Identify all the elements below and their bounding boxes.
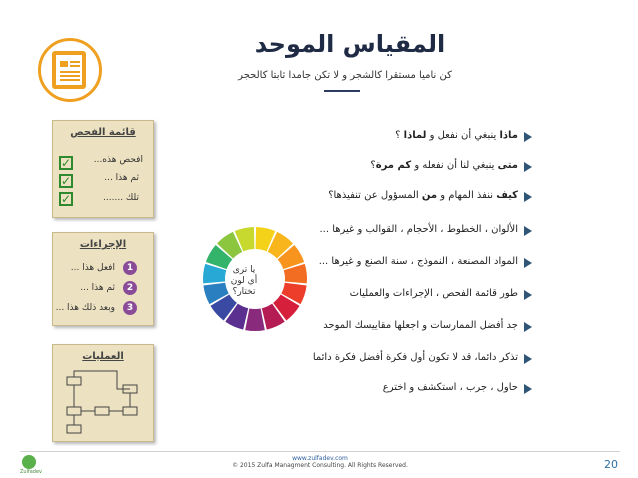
page-subtitle: كن ناميا مستقرا كالشجر و لا تكن جامدا ثابتا كالحجر	[238, 70, 452, 81]
flowchart-icon	[53, 363, 153, 443]
page-number: 20	[604, 458, 618, 471]
point-item	[198, 190, 518, 201]
checklist-box	[52, 120, 154, 218]
procedures-title: الإجراءات	[79, 239, 127, 250]
checklist-line: ثم هذا ...	[104, 173, 139, 183]
footer-divider	[20, 451, 620, 452]
procedure-line: وبعد ذلك هذا ...	[55, 303, 115, 313]
title-underline	[324, 90, 360, 92]
wheel-label-line: أي لون تختار؟	[230, 276, 258, 297]
bullet-arrow-icon	[524, 322, 532, 332]
bullet-arrow-icon	[524, 258, 532, 268]
point-keyword: من	[421, 190, 438, 201]
point-text: ينبغي أن نفعل و	[426, 130, 500, 141]
point-item	[198, 224, 518, 235]
step-number: 1	[123, 261, 137, 275]
bullet-arrow-icon	[524, 226, 532, 236]
point-text: ؟	[370, 160, 376, 171]
document-icon	[52, 51, 86, 89]
point-keyword: كيف	[496, 190, 518, 201]
bullet-arrow-icon	[524, 384, 532, 394]
processes-box	[52, 344, 154, 442]
footer-copyright: © 2015 Zulfa Managment Consulting. All Rights Reserved.	[232, 462, 408, 469]
point-text: ننفذ المهام و	[437, 190, 497, 201]
point-item	[198, 288, 518, 299]
point-item	[198, 130, 518, 141]
footer-url[interactable]: www.zulfadev.com	[292, 455, 348, 462]
point-item	[198, 160, 518, 171]
bullet-arrow-icon	[524, 290, 532, 300]
point-item	[198, 320, 518, 331]
checklist-line: افحص هذه...	[93, 155, 143, 165]
point-keyword: كم مرة	[375, 160, 412, 171]
point-text: المواد المصنعة ، النموذج ، سنة الصنع و غيرها ...	[318, 256, 518, 267]
point-keyword: متى	[497, 160, 518, 171]
procedure-line: افعل هذا ...	[70, 263, 115, 273]
point-text: ؟	[395, 130, 404, 141]
point-text: جد أفضل الممارسات و اجعلها مقاييسك الموحد	[323, 320, 518, 331]
point-text: حاول ، جرب ، استكشف و اخترع	[382, 382, 518, 393]
point-keyword: ماذا	[499, 130, 518, 141]
company-logo-text: Zulfadev	[20, 469, 43, 475]
point-text: طور قائمة الفحص ، الإجراءات والعمليات	[349, 288, 518, 299]
point-text: المسؤول عن تنفيذها؟	[328, 190, 422, 201]
checklist-title: قائمة الفحص	[70, 127, 136, 138]
checklist-line: تلك .......	[103, 193, 139, 203]
checkbox-checked-icon: ✓	[61, 156, 72, 170]
point-keyword: لماذا	[403, 130, 427, 141]
point-text: تذكر دائما، قد لا تكون أول فكرة أفضل فكرة دائما	[312, 352, 518, 363]
point-item	[198, 352, 518, 363]
page-title: المقياس الموحد	[254, 30, 446, 58]
bullet-arrow-icon	[524, 132, 532, 142]
point-item	[198, 382, 518, 393]
step-number: 2	[123, 281, 137, 295]
wheel-label-line: يا ترى	[232, 265, 256, 275]
bullet-arrow-icon	[524, 354, 532, 364]
point-text: ينبغي لنا أن نفعله و	[411, 160, 498, 171]
checkbox-checked-icon: ✓	[61, 192, 72, 206]
step-number: 3	[123, 301, 137, 315]
company-logo-icon	[22, 455, 36, 469]
checkbox-checked-icon: ✓	[61, 174, 72, 188]
procedures-box	[52, 232, 154, 326]
processes-title: العمليات	[82, 351, 124, 362]
bullet-arrow-icon	[524, 162, 532, 172]
point-text: الألوان ، الخطوط ، الأحجام ، القوالب و غيرها ...	[319, 224, 518, 235]
procedure-line: ثم هذا ...	[80, 283, 115, 293]
point-item	[198, 256, 518, 267]
bullet-arrow-icon	[524, 192, 532, 202]
